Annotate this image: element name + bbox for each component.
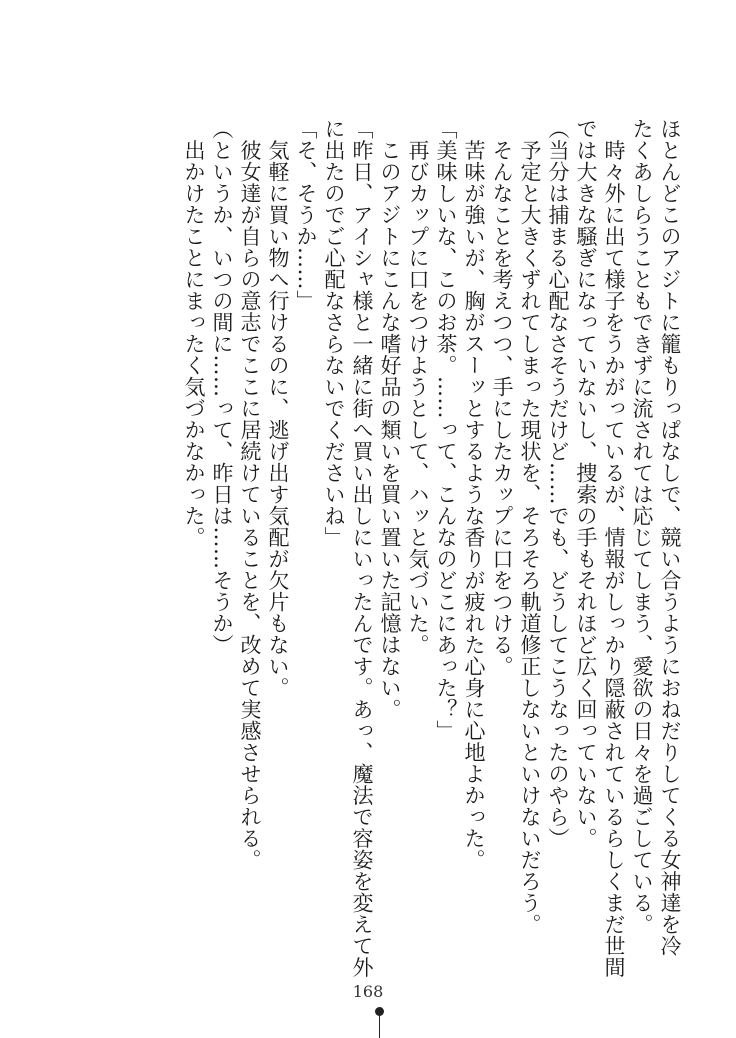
text-line-10: 再びカップに口をつけようとして、ハッと気づいた。 bbox=[406, 118, 430, 656]
text-line-16: 彼女達が自らの意志でここに居続けていることを、改めて実感させられる。 bbox=[238, 118, 262, 871]
text-line-15: 気軽に買い物へ行けるのに、逃げ出す気配が欠片もない。 bbox=[266, 118, 290, 699]
text-line-11: このアジトにこんな嗜好品の類いを買い置いた記憶はない。 bbox=[378, 118, 402, 720]
text-line-8: 苦味が強いが、胸がスーッとするような香りが疲れた心身に心地よかった。 bbox=[462, 118, 486, 871]
page-marker-rule bbox=[379, 1014, 380, 1038]
text-line-13: に出たのでご心配なさらないでくださいね」 bbox=[322, 118, 346, 548]
text-line-9: 「美味しいな、このお茶。……って、こんなのどこにあった？」 bbox=[434, 118, 458, 742]
text-line-3: 時々外に出て様子をうかがっているが、情報がしっかり隠蔽されているらしくまだ世間 bbox=[602, 118, 626, 978]
novel-text-block bbox=[84, 118, 684, 978]
text-line-14: 「そ、そうか……」 bbox=[294, 118, 318, 312]
text-line-17: （というか、いつの間に……って、昨日は……そうか） bbox=[210, 118, 234, 656]
text-line-2: たくあしらうこともできずに流されては応じてしまう、愛欲の日々を過ごしている。 bbox=[630, 118, 654, 935]
text-line-6: 予定と大きくずれてしまった現状を、そろそろ軌道修正しないといけないだろう。 bbox=[518, 118, 542, 935]
text-line-7: そんなことを考えつつ、手にしたカップに口をつける。 bbox=[490, 118, 514, 677]
page-number: 168 bbox=[352, 982, 384, 1001]
text-line-5: （当分は捕まる心配なさそうだけど……でも、どうしてこうなったのやら） bbox=[546, 118, 570, 849]
text-line-18: 出かけたことにまったく気づかなかった。 bbox=[182, 118, 206, 548]
text-line-4: では大きな騒ぎになっていないし、捜索の手もそれほど広く回っていない。 bbox=[574, 118, 598, 849]
text-line-1: ほとんどこのアジトに籠もりっぱなしで、競い合うようにおねだりしてくる女神達を冷 bbox=[658, 118, 682, 957]
text-line-12: 「昨日、アイシャ様と一緒に街へ買い出しにいったんです。あっ、魔法で容姿を変えて外 bbox=[350, 118, 374, 978]
